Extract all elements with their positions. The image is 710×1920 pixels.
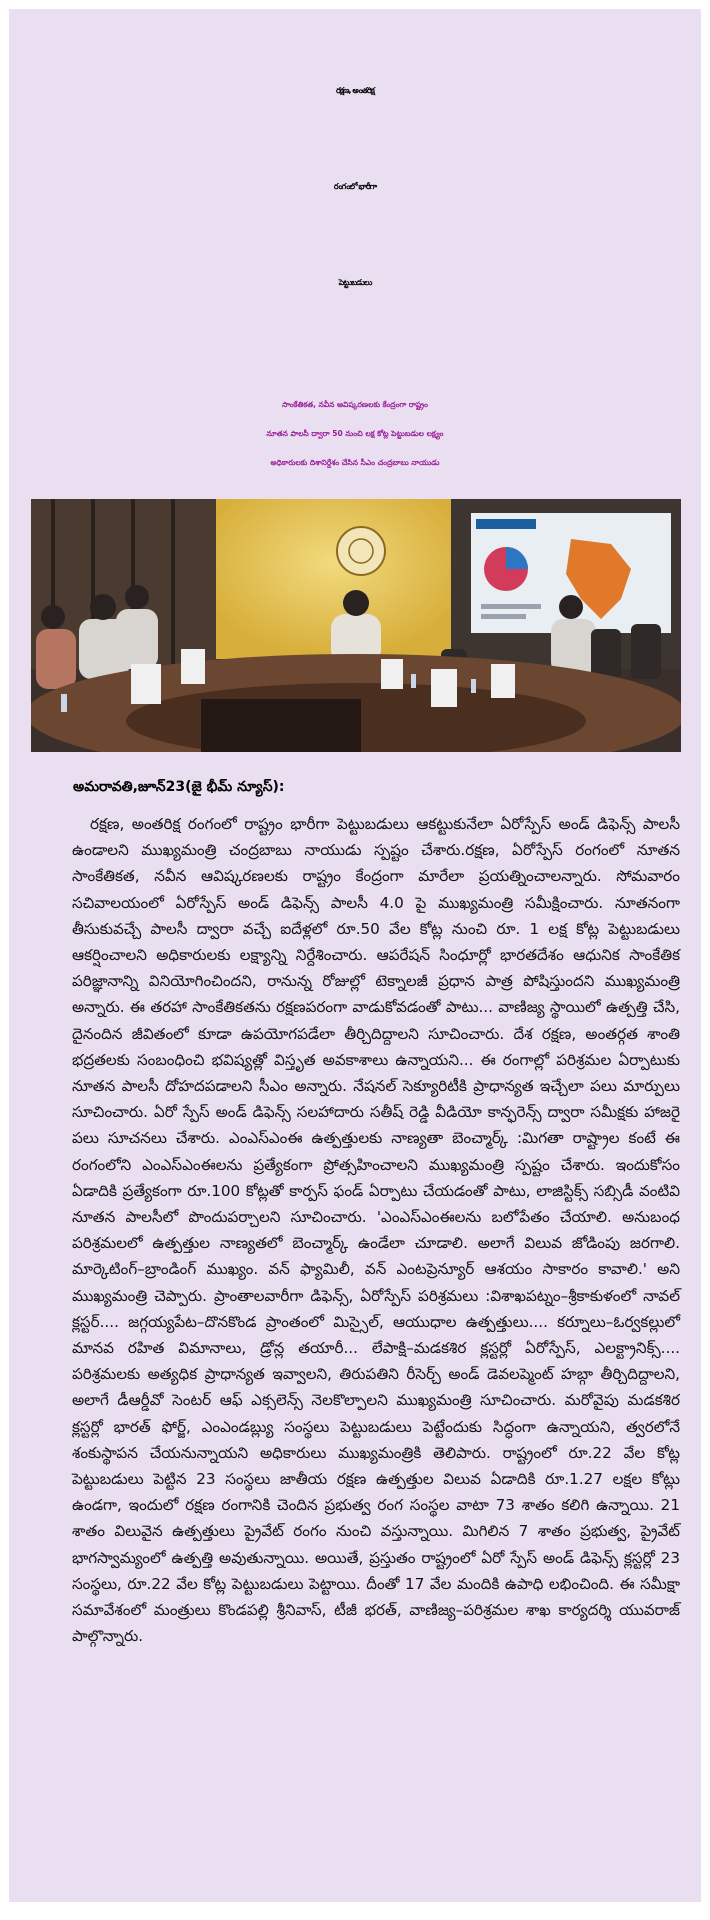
newspaper-clipping [9,9,701,1902]
meeting-photo [31,499,681,752]
subheading-3: అధికారులకు దిశానిర్దేశం చేసిన సీఎం చంద్రబాబు నాయుడు [270,458,440,467]
headline-line-2: రంగంలో భారీగా [333,182,377,191]
meeting-room-illustration [31,499,681,752]
subheadings [9,390,701,477]
article-body: రక్షణ, అంతరిక్ష రంగంలో రాష్ట్రం భారీగా పెట్టుబడులు ఆకట్టుకునేలా ఏరోస్పేస్ అండ్ డిఫెన్స్ పాలసీ ఉండాలని ముఖ్యమంత్రి చంద్రబాబు నాయుడు స్పష్టం చేశారు.రక్షణ, ఏరోస్పేస్ రంగంలో నూతన సాంకేతికత, నవీన ఆవిష్కరణలకు రాష్ట్రం కేంద్రంగా మారేలా ప్రయత్నించాలన్నారు. సోమవారం సచివాలయంలో ఏరోస్పేస్ అండ్ డిఫెన్స్ పాలసీ 4.0 పై ముఖ్యమంత్రి సమీక్షించారు. నూతనంగా తీసుకువచ్చే పాలసీ ద్వారా వచ్చే ఐదేళ్లలో రూ.50 వేల కోట్ల నుంచి రూ. 1 లక్ష కోట్ల పెట్టుబడులు ఆకర్షించాలని అధికారులకు లక్ష్యాన్ని నిర్దేశించారు. ఆపరేషన్ సింధూర్లో భారతదేశం ఆధునిక సాంకేతిక పరిజ్ఞానాన్ని వినియోగించిందని, రానున్న రోజుల్లో టెక్నాలజీ ప్రధాన పాత్ర పోషిస్తుందని ముఖ్యమంత్రి అన్నారు. ఈ తరహా సాంకేతికతను రక్షణపరంగా వాడుకోవడంతో పాటు... వాణిజ్య స్థాయిలో ఉత్పత్తి చేసి, దైనందిన జీవితంలో కూడా ఉపయోగపడేలా తీర్చిదిద్దాలని సూచించారు. దేశ రక్షణ, అంతర్గత శాంతి భద్రతలకు సంబంధించి భవిష్యత్లో విస్తృత అవకాశాలు ఉన్నాయని... ఈ రంగాల్లో పరిశ్రమల ఏర్పాటుకు నూతన పాలసీ దోహదపడాలని సీఎం అన్నారు. నేషనల్ సెక్యూరిటీకి ప్రాధాన్యత ఇచ్చేలా పలు మార్పులు సూచించారు. ఏరో స్పేస్ అండ్ డిఫెన్స్ సలహాదారు సతీష్ రెడ్డి వీడియో కాన్ఫరెన్స్ ద్వారా సమీక్షకు హాజరై పలు సూచనలు చేశారు. ఎంఎస్ఎంఈ ఉత్పత్తులకు నాణ్యతా బెంచ్మార్క్ :మిగతా రాష్ట్రాల కంటే ఈ రంగంలోని ఎంఎస్ఎంఈలను ప్రత్యేకంగా ప్రోత్సహించాలని ముఖ్యమంత్రి స్పష్టం చేశారు. ఇందుకోసం ఏడాదికి ప్రత్యేకంగా రూ.100 కోట్లతో కార్పస్ ఫండ్ ఏర్పాటు చేయడంతో పాటు, లాజిస్టిక్స్ సబ్సిడీ వంటివి నూతన పాలసీలో పొందుపర్చాలని సూచించారు. 'ఎంఎస్ఎంఈలను బలోపేతం చేయాలి. అనుబంధ పరిశ్రమలలో ఉత్పత్తుల నాణ్యతలో బెంచ్మార్క్ ఉండేలా చూడాలి. అలాగే విలువ జోడింపు జరగాలి. మార్కెటింగ్–బ్రాండింగ్ ముఖ్యం. వన్ ఫ్యామిలీ, వన్ ఎంటప్రెన్యూర్ ఆశయం సాకారం కావాలి.' అని ముఖ్యమంత్రి చెప్పారు. ప్రాంతాలవారీగా డిఫెన్స్, ఏరోస్పేస్ పరిశ్రమలు :విశాఖపట్నం–శ్రీకాకుళంలో నావల్ క్లస్టర్.... జగ్గయ్యపేట–దొనకొండ ప్రాంతంలో మిస్సైల్, ఆయుధాల ఉత్పత్తులు.... కర్నూలు–ఓర్వకల్లులో మానవ రహిత విమానాలు, డ్రోన్ల తయారీ... లేపాక్షి–మడకశిర క్లస్టర్లో ఏరోస్పేస్, ఎలక్ట్రానిక్స్.... పరిశ్రమలకు అత్యధిక ప్రాధాన్యత ఇవ్వాలని, తిరుపతిని రీసెర్చ్ అండ్ డెవలప్మెంట్ హబ్గా తీర్చిదిద్దాలని, అలాగే డీఆర్డీవో సెంటర్ ఆఫ్ ఎక్సలెన్స్ నెలకొల్పాలని ముఖ్యమంత్రి సూచించారు. మరోవైపు మడకశిర క్లస్టర్లో భారత్ ఫోర్జ్, ఎంఎండబ్ల్యు సంస్థలు పెట్టుబడులు పెట్టేందుకు సిద్ధంగా ఉన్నాయని, త్వరలోనే శంకుస్థాపన చేయనున్నాయని అధికారులు ముఖ్యమంత్రికి తెలిపారు. రాష్ట్రంలో రూ.22 వేల కోట్ల పెట్టుబడులు పెట్టిన 23 సంస్థలు జాతీయ రక్షణ ఉత్పత్తుల విలువ ఏడాదికి రూ.1.27 లక్షల కోట్లు ఉండగా, ఇందులో రక్షణ రంగానికి చెందిన ప్రభుత్వ రంగ సంస్థల వాటా 73 శాతం కలిగి ఉన్నాయి. 21 శాతం విలువైన ఉత్పత్తులు ప్రైవేట్ రంగం నుంచి వస్తున్నాయి. మిగిలిన 7 శాతం ప్రభుత్వ, ప్రైవేట్ భాగస్వామ్యంలో ఉత్పత్తి అవుతున్నాయి. అయితే, ప్రస్తుతం రాష్ట్రంలో ఏరో స్పేస్ అండ్ డిఫెన్స్ క్లస్టర్లో 23 సంస్థలు, రూ.22 వేల కోట్ల పెట్టుబడులు పెట్టాయి. దీంతో 17 వేల మందికి ఉపాధి లభించింది. ఈ సమీక్షా సమావేశంలో మంత్రులు కొండపల్లి శ్రీనివాస్, టీజీ భరత్, వాణిజ్య–పరిశ్రమల శాఖ కార్యదర్శి యువరాజ్ పాల్గొన్నారు. [72,815,680,1646]
subheading-1: సాంకేతికత, నవీన ఆవిష్కరణలకు కేంద్రంగా రాష్ట్రం [282,400,428,409]
headline [9,43,701,331]
dateline: అమరావతి,జూన్23(జై భీమ్ న్యూస్): [73,779,285,795]
headline-line-1: రక్షణ, అంతరిక్ష [336,86,374,95]
headline-line-3: పెట్టుబడులు [338,278,372,287]
subheading-2: నూతన పాలసీ ద్వారా 50 నుంచి లక్ష కోట్ల పెట్టుబడుల లక్ష్యం [266,429,444,438]
